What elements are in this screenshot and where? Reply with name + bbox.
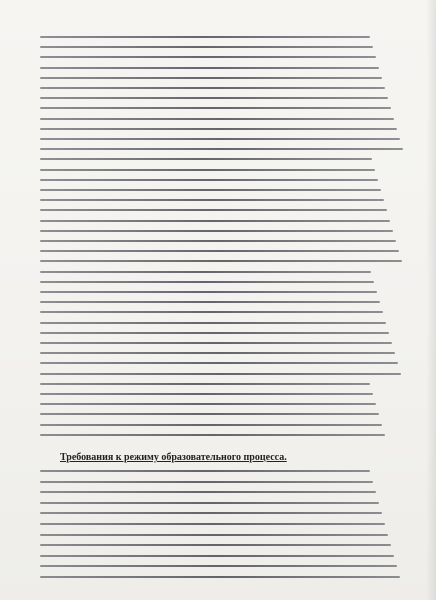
text-line (40, 301, 380, 303)
text-line (40, 189, 381, 191)
text-line (40, 250, 399, 252)
text-line (40, 230, 393, 232)
text-line (40, 271, 371, 273)
text-line (40, 470, 370, 472)
text-line (40, 118, 394, 120)
text-line (40, 393, 373, 395)
text-line (40, 97, 388, 99)
section-heading: Требования к режиму образовательного процесса. (60, 452, 287, 463)
body-text-block-2 (40, 470, 404, 588)
text-line (40, 46, 373, 48)
text-line (40, 413, 379, 415)
text-line (40, 281, 374, 283)
text-line (40, 87, 385, 89)
text-line (40, 332, 389, 334)
text-line (40, 576, 400, 578)
text-line (40, 383, 370, 385)
text-line (40, 491, 376, 493)
text-line (40, 534, 388, 536)
body-text-block (40, 36, 404, 448)
text-line (40, 220, 390, 222)
text-line (40, 138, 400, 140)
text-line (40, 36, 370, 38)
text-line (40, 260, 402, 262)
text-line (40, 148, 403, 150)
text-line (40, 240, 396, 242)
text-line (40, 179, 378, 181)
text-line (40, 565, 397, 567)
text-line (40, 502, 379, 504)
text-line (40, 199, 384, 201)
text-line (40, 107, 391, 109)
text-line (40, 352, 395, 354)
text-line (40, 434, 385, 436)
text-line (40, 544, 391, 546)
text-line (40, 77, 382, 79)
text-line (40, 209, 387, 211)
text-line (40, 512, 382, 514)
text-line (40, 481, 373, 483)
text-line (40, 158, 372, 160)
text-line (40, 169, 375, 171)
text-line (40, 523, 385, 525)
text-line (40, 342, 392, 344)
text-line (40, 56, 376, 58)
text-line (40, 291, 377, 293)
text-line (40, 362, 398, 364)
text-line (40, 403, 376, 405)
text-line (40, 311, 383, 313)
text-line (40, 128, 397, 130)
text-line (40, 67, 379, 69)
text-line (40, 373, 401, 375)
page-edge-shadow (426, 0, 436, 600)
text-line (40, 424, 382, 426)
text-line (40, 322, 386, 324)
text-line (40, 555, 394, 557)
